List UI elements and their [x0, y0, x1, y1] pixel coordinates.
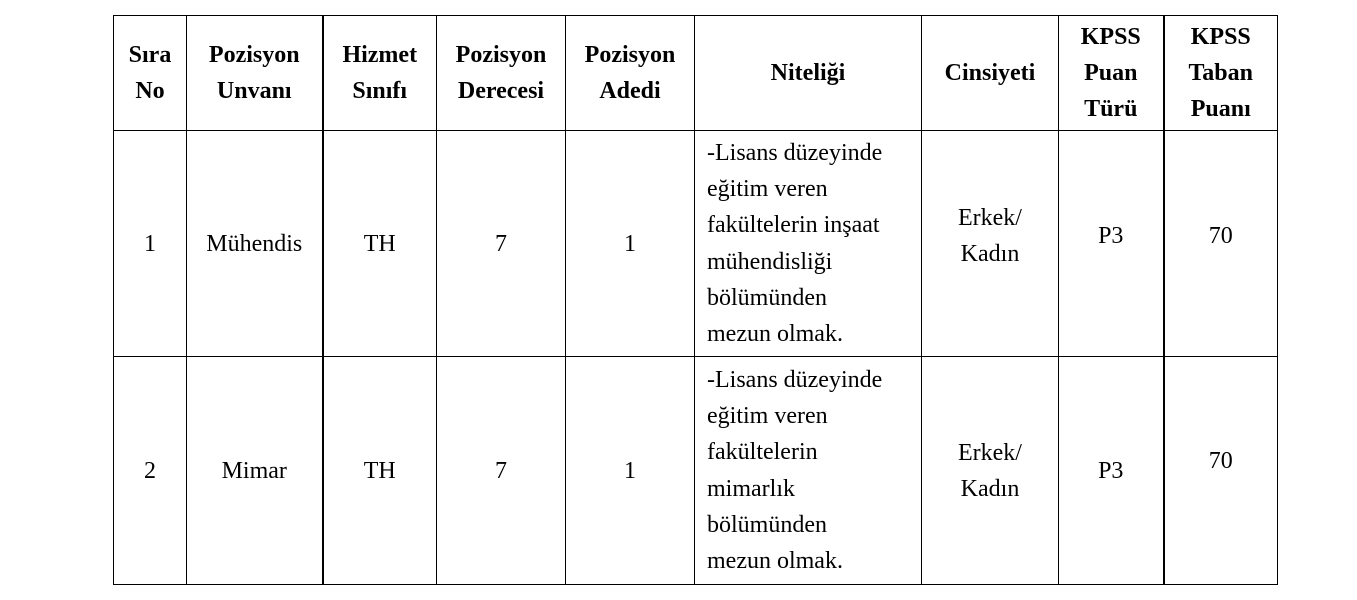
cell-pozisyon-unvani: Mühendis [187, 131, 323, 357]
niteligi-line: mühendisliği [707, 248, 833, 275]
cell-kpss-puan-turu [1059, 131, 1164, 357]
kpss-taban-puani-value: 70 [1208, 222, 1233, 249]
header-hizmet-sinifi [323, 16, 437, 131]
cinsiyeti-line: Erkek/ [958, 439, 1022, 466]
header-pozisyon-unvani-line: Unvanı [216, 78, 292, 104]
header-kpss-puan-turu-line: Puan [1084, 60, 1138, 86]
cell-hizmet-sinifi: TH [323, 357, 437, 585]
header-hizmet-sinifi-line: Hizmet [342, 42, 418, 68]
header-hizmet-sinifi-line: Sınıfı [352, 78, 408, 104]
header-row [114, 16, 1278, 131]
cell-sira-no: 1 [114, 131, 187, 357]
cinsiyeti-line: Erkek/ [958, 204, 1022, 231]
cell-pozisyon-adedi: 1 [566, 131, 695, 357]
cell-pozisyon-unvani: Mimar [187, 357, 323, 585]
header-sira-no-line: No [135, 78, 165, 104]
header-pozisyon-adedi-line: Adedi [599, 78, 661, 104]
header-pozisyon-unvani-line: Pozisyon [208, 42, 300, 68]
cell-pozisyon-derecesi: 7 [437, 357, 566, 585]
kpss-puan-turu-value: P3 [1098, 222, 1124, 249]
kpss-taban-puani-value: 70 [1208, 447, 1233, 474]
cell-niteligi [695, 357, 922, 585]
header-kpss-taban-puani-line: KPSS [1190, 24, 1251, 50]
niteligi-line: mimarlık [707, 475, 795, 502]
niteligi-line: -Lisans düzeyinde [707, 139, 883, 166]
header-niteligi-line: Niteliği [770, 60, 846, 86]
cell-pozisyon-derecesi: 7 [437, 131, 566, 357]
niteligi-line: -Lisans düzeyinde [707, 366, 883, 393]
cell-kpss-taban-puani [1164, 357, 1278, 585]
header-pozisyon-unvani [187, 16, 323, 131]
table-row [114, 131, 1278, 357]
header-cinsiyeti-line: Cinsiyeti [944, 60, 1036, 86]
cell-kpss-puan-turu [1059, 357, 1164, 585]
cell-hizmet-sinifi: TH [323, 131, 437, 357]
header-cinsiyeti [922, 16, 1059, 131]
header-kpss-taban-puani [1164, 16, 1278, 131]
cell-cinsiyeti [922, 357, 1059, 585]
cell-cinsiyeti [922, 131, 1059, 357]
niteligi-line: eğitim veren [707, 175, 828, 202]
header-kpss-taban-puani-line: Puanı [1190, 96, 1251, 122]
niteligi-line: bölümünden [707, 511, 827, 538]
header-sira-no-line: Sıra [128, 42, 172, 68]
kpss-puan-turu-value: P3 [1098, 457, 1124, 484]
table-row [114, 357, 1278, 585]
header-kpss-puan-turu [1059, 16, 1164, 131]
header-pozisyon-derecesi-line: Pozisyon [455, 42, 547, 68]
niteligi-line: fakültelerin inşaat [707, 212, 880, 239]
cell-kpss-taban-puani [1164, 131, 1278, 357]
header-kpss-puan-turu-line: KPSS [1080, 24, 1141, 50]
cinsiyeti-line: Kadın [960, 240, 1020, 267]
cinsiyeti-line: Kadın [960, 475, 1020, 502]
header-pozisyon-derecesi [437, 16, 566, 131]
positions-table [113, 15, 1278, 585]
niteligi-line: fakültelerin [707, 439, 818, 466]
header-sira-no [114, 16, 187, 131]
niteligi-line: mezun olmak. [707, 548, 843, 575]
header-pozisyon-adedi-line: Pozisyon [584, 42, 676, 68]
header-kpss-puan-turu-line: Türü [1084, 96, 1138, 122]
niteligi-line: bölümünden [707, 284, 827, 311]
header-kpss-taban-puani-line: Taban [1188, 60, 1253, 86]
niteligi-line: eğitim veren [707, 402, 828, 429]
niteligi-line: mezun olmak. [707, 321, 843, 348]
header-niteligi [695, 16, 922, 131]
header-pozisyon-derecesi-line: Derecesi [457, 78, 545, 104]
cell-niteligi [695, 131, 922, 357]
header-pozisyon-adedi [566, 16, 695, 131]
cell-sira-no: 2 [114, 357, 187, 585]
cell-pozisyon-adedi: 1 [566, 357, 695, 585]
